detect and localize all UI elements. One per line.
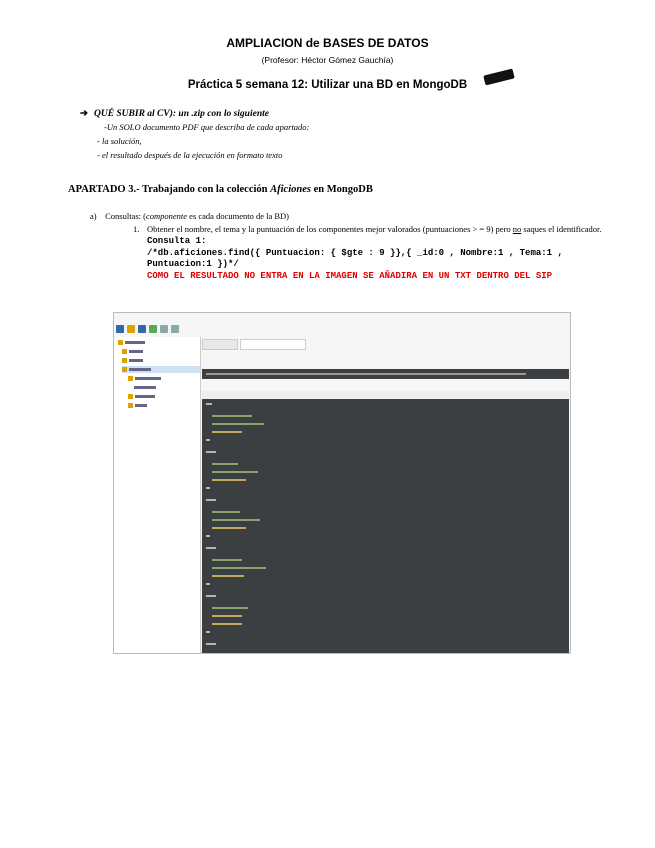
tree-row <box>118 339 200 346</box>
tree-row <box>122 357 200 364</box>
tree-row <box>128 375 200 382</box>
item-text-1: Obtener el nombre, el tema y la puntuación de los componentes mejor valorados (puntuaciones > = 9) pero <box>147 224 513 234</box>
result-line <box>206 403 212 405</box>
consultas-intro <box>90 211 289 221</box>
submission-line-1: -Un SOLO documento PDF que describa de cada apartado: <box>104 122 310 132</box>
toolbar-icon <box>116 325 124 333</box>
result-line <box>212 479 246 481</box>
result-note: COMO EL RESULTADO NO ENTRA EN LA IMAGEN SE AÑADIRA EN UN TXT DENTRO DEL SIP <box>147 270 553 281</box>
result-line <box>206 595 216 597</box>
query-label: Consulta 1: <box>147 236 207 246</box>
result-toolbar <box>202 391 569 399</box>
tree-row <box>128 393 200 400</box>
professor-line: (Profesor: Héctor Gómez Gauchía) <box>261 55 394 65</box>
editor-tabs <box>202 339 569 349</box>
consultas-intro-em: componente <box>145 211 188 221</box>
arrow-icon: ➔ <box>80 109 88 119</box>
section-heading <box>68 184 373 195</box>
result-line <box>212 575 244 577</box>
submission-heading-text: QUÉ SUBIR al CV): un .zip con lo siguiente <box>93 109 269 119</box>
course-title: AMPLIACION de BASES DE DATOS <box>226 36 429 50</box>
item-no: no <box>512 224 522 234</box>
result-line <box>206 535 210 537</box>
tree-row <box>122 366 200 373</box>
app-toolbar <box>116 325 179 335</box>
result-line <box>212 527 246 529</box>
result-line <box>212 415 252 417</box>
section-prefix: APARTADO 3.- Trabajando con la colección <box>68 184 271 195</box>
result-line <box>206 439 210 441</box>
consultas-marker: a) <box>90 211 97 221</box>
tree-row <box>122 348 200 355</box>
result-line <box>206 499 216 501</box>
connection-tree <box>114 337 201 653</box>
result-line <box>206 631 210 633</box>
result-line <box>206 547 216 549</box>
result-line <box>212 607 248 609</box>
result-line <box>212 471 258 473</box>
toolbar-icon <box>127 325 135 333</box>
result-line <box>212 463 238 465</box>
result-line <box>206 487 210 489</box>
item-text-2: saques el identificador. <box>521 224 602 234</box>
tree-row <box>134 384 200 391</box>
result-line <box>212 567 266 569</box>
tree-row <box>128 402 200 409</box>
query-bar <box>202 369 569 379</box>
submission-line-2: - la solución, <box>97 136 142 146</box>
result-pane <box>202 399 569 653</box>
result-line <box>212 559 242 561</box>
result-line <box>212 511 240 513</box>
mongodb-screenshot <box>113 312 571 654</box>
practice-title: Práctica 5 semana 12: Utilizar una BD en MongoDB <box>187 79 468 91</box>
item-1 <box>147 224 627 282</box>
query-code: /*db.aficiones.find({ Puntuacion: { $gte : 9 }},{ _id:0 , Nombre:1 , Tema:1 , Puntuacion:1 })*/ <box>147 247 563 269</box>
editor-tab[interactable] <box>202 339 238 350</box>
result-line <box>206 643 216 645</box>
result-line <box>212 615 242 617</box>
consultas-intro-post: es cada documento de la BD) <box>187 211 290 221</box>
submission-line-3: - el resultado después de la ejecución en formato texto <box>97 150 283 160</box>
section-collection: Aficiones <box>270 184 311 195</box>
section-suffix: en MongoDB <box>310 184 373 195</box>
submission-heading <box>80 108 269 119</box>
result-line <box>206 451 216 453</box>
result-line <box>212 623 242 625</box>
toolbar-icon <box>160 325 168 333</box>
consultas-intro-pre: Consultas: ( <box>105 211 146 221</box>
result-line <box>206 583 210 585</box>
item-number: 1. <box>133 224 140 234</box>
result-line <box>212 431 242 433</box>
result-line <box>212 423 264 425</box>
toolbar-icon <box>138 325 146 333</box>
query-editor <box>202 339 569 653</box>
toolbar-icon <box>149 325 157 333</box>
editor-tab-active[interactable] <box>240 339 306 350</box>
toolbar-icon <box>171 325 179 333</box>
result-line <box>212 519 260 521</box>
